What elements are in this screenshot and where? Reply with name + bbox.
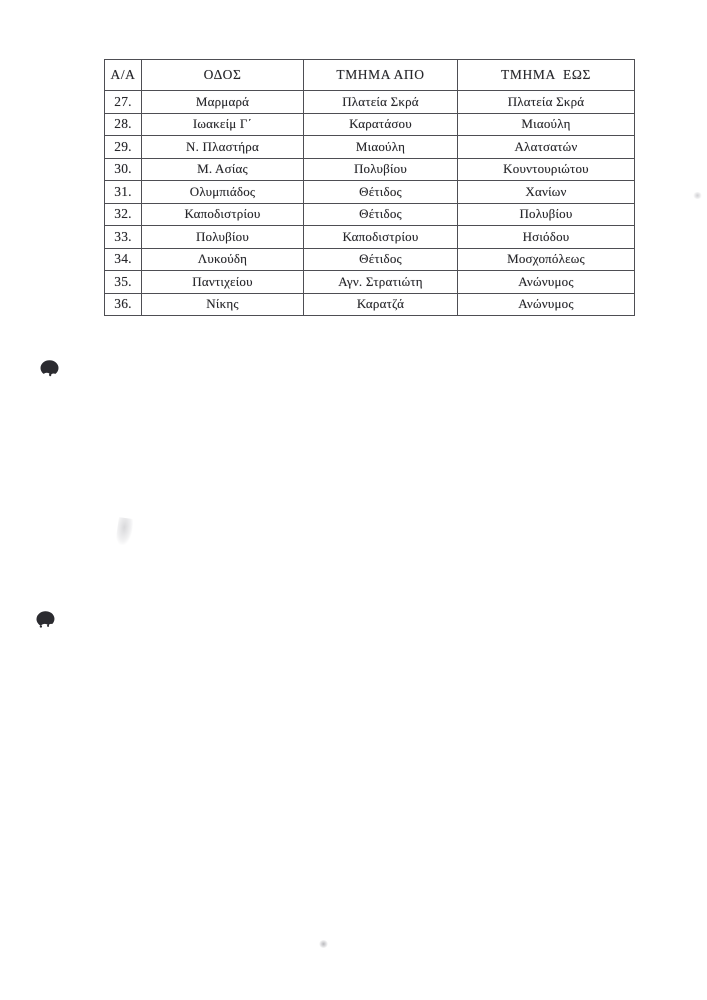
cell-street: Ν. Πλαστήρα	[142, 136, 304, 159]
header-row	[105, 60, 635, 91]
ink-blot-icon	[40, 360, 59, 377]
table-row	[105, 203, 635, 226]
table-row	[105, 248, 635, 271]
col-header-tmima-eos: ΤΜΗΜΑ ΕΩΣ	[458, 60, 635, 91]
cell-street: Μ. Ασίας	[142, 158, 304, 181]
faint-smudge	[115, 517, 134, 546]
table-row	[105, 226, 635, 249]
col-header-tmima-apo: ΤΜΗΜΑ ΑΠΟ	[304, 60, 458, 91]
table-header	[105, 60, 635, 91]
cell-street: Παντιχείου	[142, 271, 304, 294]
faint-speck	[693, 192, 702, 199]
table-row	[105, 136, 635, 159]
table-row	[105, 293, 635, 316]
cell-street: Ιωακείμ Γ΄	[142, 113, 304, 136]
cell-street: Πολυβίου	[142, 226, 304, 249]
cell-from: Καρατάσου	[304, 113, 458, 136]
cell-to: Μοσχοπόλεως	[458, 248, 635, 271]
cell-from: Θέτιδος	[304, 203, 458, 226]
cell-to: Κουντουριώτου	[458, 158, 635, 181]
table-row	[105, 271, 635, 294]
cell-to: Αλατσατών	[458, 136, 635, 159]
table-row	[105, 113, 635, 136]
cell-to: Ανώνυμος	[458, 271, 635, 294]
cell-street: Μαρμαρά	[142, 91, 304, 114]
cell-num: 36.	[105, 293, 142, 316]
cell-street: Λυκούδη	[142, 248, 304, 271]
cell-to: Πλατεία Σκρά	[458, 91, 635, 114]
table-body	[105, 91, 635, 316]
cell-to: Χανίων	[458, 181, 635, 204]
cell-from: Καποδιστρίου	[304, 226, 458, 249]
cell-from: Αγν. Στρατιώτη	[304, 271, 458, 294]
cell-num: 29.	[105, 136, 142, 159]
cell-from: Θέτιδος	[304, 248, 458, 271]
cell-street: Ολυμπιάδος	[142, 181, 304, 204]
col-header-aa: Α/Α	[105, 60, 142, 91]
cell-street: Καποδιστρίου	[142, 203, 304, 226]
table-row	[105, 158, 635, 181]
cell-num: 34.	[105, 248, 142, 271]
cell-street: Νίκης	[142, 293, 304, 316]
cell-from: Μιαούλη	[304, 136, 458, 159]
cell-num: 33.	[105, 226, 142, 249]
faint-speck	[319, 940, 328, 948]
cell-from: Θέτιδος	[304, 181, 458, 204]
cell-num: 28.	[105, 113, 142, 136]
table-row	[105, 91, 635, 114]
cell-num: 35.	[105, 271, 142, 294]
street-sections-table	[104, 59, 635, 316]
cell-num: 32.	[105, 203, 142, 226]
cell-num: 27.	[105, 91, 142, 114]
cell-from: Καρατζά	[304, 293, 458, 316]
cell-from: Πλατεία Σκρά	[304, 91, 458, 114]
ink-blot-icon	[35, 610, 55, 628]
cell-from: Πολυβίου	[304, 158, 458, 181]
cell-to: Μιαούλη	[458, 113, 635, 136]
table-row	[105, 181, 635, 204]
cell-num: 30.	[105, 158, 142, 181]
cell-num: 31.	[105, 181, 142, 204]
cell-to: Ανώνυμος	[458, 293, 635, 316]
col-header-odos: ΟΔΟΣ	[142, 60, 304, 91]
cell-to: Πολυβίου	[458, 203, 635, 226]
cell-to: Ησιόδου	[458, 226, 635, 249]
